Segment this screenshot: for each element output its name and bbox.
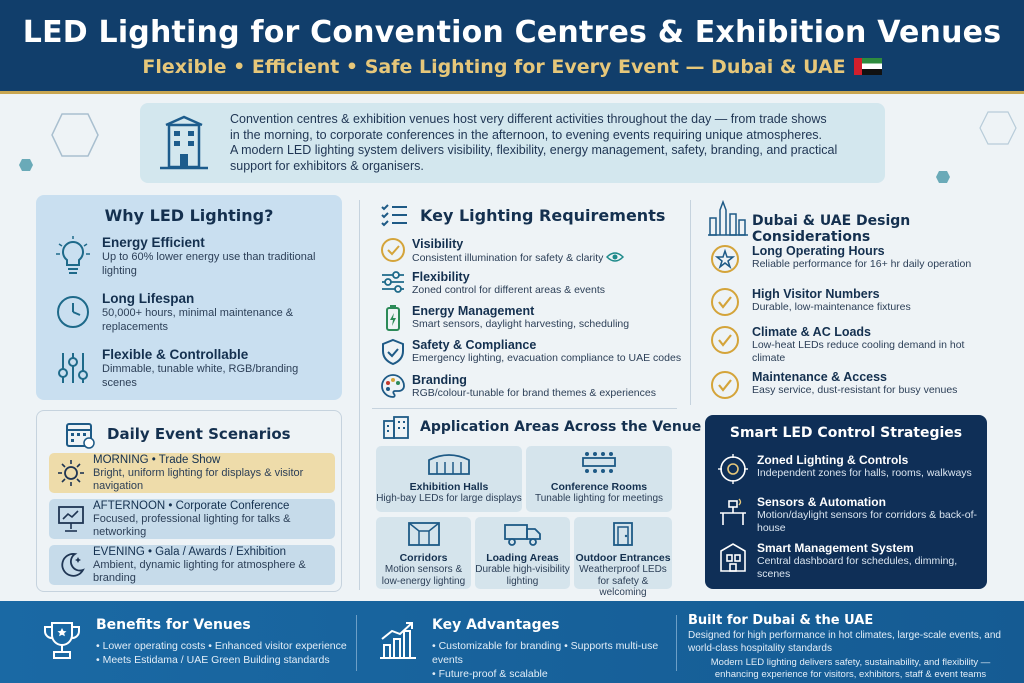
why-item-flexible: Flexible & Controllable Dimmable, tunable white, RGB/branding scenes	[52, 347, 332, 390]
smart-item-zoned: Zoned Lighting & Controls Independent zones for halls, rooms, walkways	[717, 453, 977, 490]
intro-panel	[140, 103, 885, 183]
dubai-item-visitors: High Visitor Numbers Durable, low-maintenance fixtures	[710, 287, 911, 322]
daily-scenarios-title: Daily Event Scenarios	[107, 425, 291, 443]
footer-benefits	[38, 601, 358, 683]
sliders-icon	[52, 347, 94, 389]
advantages-title: Key Advantages	[432, 617, 560, 633]
shield-icon	[380, 338, 412, 371]
conference-table-icon	[577, 450, 621, 476]
moon-icon	[49, 550, 93, 580]
why-item-lifespan: Long Lifespan 50,000+ hours, minimal maintenance & replacements	[52, 291, 332, 334]
area-conference-rooms: Conference Rooms Tunable lighting for meetings	[526, 446, 672, 512]
door-icon	[608, 521, 638, 547]
growth-chart-icon	[378, 619, 418, 661]
daily-scenarios-card	[36, 410, 342, 592]
battery-icon	[380, 304, 412, 337]
hexagon-small-icon	[18, 158, 34, 172]
dubai-skyline-icon	[708, 200, 748, 236]
zone-control-icon	[717, 453, 757, 490]
requirements-title: Key Lighting Requirements	[420, 206, 666, 225]
sun-icon	[49, 458, 93, 488]
page-subtitle-row	[0, 56, 1024, 78]
smart-control-title: Smart LED Control Strategies	[729, 425, 963, 441]
check-circle-icon	[710, 325, 752, 360]
footer-divider	[676, 615, 677, 671]
scenario-evening: EVENING • Gala / Awards / Exhibition Ambient, dynamic lighting for atmosphere & branding	[49, 545, 335, 585]
applications-title: Application Areas Across the Venue	[420, 419, 702, 435]
why-led-card	[36, 195, 342, 400]
dubai-item-climate: Climate & AC Loads Low-heat LEDs reduce cooling demand in hot climate	[710, 325, 967, 365]
area-exhibition-halls: Exhibition Halls High-bay LEDs for large displays	[376, 446, 522, 512]
built-text: Designed for high performance in hot climates, large-scale events, and world-class hospitality standards	[688, 630, 1001, 654]
area-outdoor-entrances: Outdoor Entrances Weatherproof LEDs for safety & welcoming	[574, 517, 672, 589]
lightbulb-icon	[52, 235, 94, 277]
clock-icon	[52, 291, 94, 333]
hexagon-decoration-icon	[50, 112, 100, 158]
built-title: Built for Dubai & the UAE	[688, 613, 874, 628]
footer-advantages	[374, 601, 674, 683]
footer-bar	[0, 601, 1024, 683]
why-item-energy: Energy Efficient Up to 60% lower energy use than traditional lighting	[52, 235, 332, 278]
intro-text: Convention centres & exhibition venues host very different activities throughout the day — from trade shows in the morning, to corporate conferences in the afternoon, to evening events requiring unique atmospheres. A modern LED lighting system delivers visibility, flexibility, energy management, safety, branding, and practical support for exhibitors & organisers.	[230, 112, 838, 173]
area-loading: Loading Areas Durable high-visibility lighting	[475, 517, 570, 589]
star-badge-icon	[710, 244, 752, 279]
hexagon-small-icon	[935, 170, 951, 184]
req-branding: Branding RGB/colour-tunable for brand themes & experiences	[380, 373, 656, 404]
req-safety: Safety & Compliance Emergency lighting, evacuation compliance to UAE codes	[380, 338, 681, 371]
footer-divider	[356, 615, 357, 671]
why-led-title: Why LED Lighting?	[104, 206, 274, 225]
truck-icon	[503, 521, 543, 547]
dubai-item-hours: Long Operating Hours Reliable performance for 16+ hr daily operation	[710, 244, 971, 279]
req-visibility: Visibility Consistent illumination for safety & clarity	[380, 237, 624, 268]
benefits-title: Benefits for Venues	[96, 617, 251, 633]
section-divider	[372, 408, 677, 409]
building-icon	[717, 541, 757, 578]
req-flexibility: Flexibility Zoned control for different areas & events	[380, 270, 605, 299]
smart-item-management: Smart Management System Central dashboard for schedules, dimming, scenes	[717, 541, 977, 580]
area-corridors: Corridors Motion sensors & low-energy lighting	[376, 517, 471, 589]
check-circle-icon	[710, 370, 752, 405]
smart-item-sensors: Sensors & Automation Motion/daylight sensors for corridors & back-of-house	[717, 495, 977, 534]
sliders-icon	[380, 270, 412, 299]
building-icon	[154, 113, 214, 173]
trophy-icon	[42, 619, 82, 663]
presentation-icon	[49, 505, 93, 533]
advantages-text: • Customizable for branding • Supports multi-use events • Future-proof & scalable	[432, 640, 659, 680]
dubai-item-maintenance: Maintenance & Access Easy service, dust-resistant for busy venues	[710, 370, 957, 405]
hall-icon	[427, 450, 471, 476]
scenario-afternoon: AFTERNOON • Corporate Conference Focused, professional lighting for talks & networking	[49, 499, 335, 539]
footer-built	[688, 601, 1018, 683]
check-circle-icon	[710, 287, 752, 322]
uae-flag-icon	[854, 58, 882, 75]
column-divider	[359, 200, 360, 590]
dubai-considerations-title: Dubai & UAE Design Considerations	[752, 213, 911, 245]
smart-control-card	[705, 415, 987, 589]
checklist-icon	[380, 203, 408, 227]
buildings-icon	[382, 415, 410, 439]
hexagon-decoration-icon	[978, 110, 1018, 146]
req-energy: Energy Management Smart sensors, daylight harvesting, scheduling	[380, 304, 629, 337]
benefits-text: • Lower operating costs • Enhanced visitor experience • Meets Estidama / UAE Green Building standards	[96, 640, 347, 666]
eye-icon	[606, 251, 624, 263]
palette-icon	[380, 373, 412, 404]
built-tagline: Modern LED lighting delivers safety, sustainability, and flexibility — enhancing experience for visitors, exhibitors, staff & event teams	[710, 657, 991, 680]
page-subtitle: Flexible • Efficient • Safe Lighting for Every Event — Dubai & UAE	[142, 56, 846, 78]
corridor-icon	[406, 521, 442, 547]
calendar-icon	[65, 419, 95, 449]
column-divider	[690, 200, 691, 405]
check-circle-icon	[380, 237, 412, 268]
page-title: LED Lighting for Convention Centres & Exhibition Venues	[22, 15, 1002, 50]
header-banner	[0, 0, 1024, 94]
scenario-morning: MORNING • Trade Show Bright, uniform lighting for displays & visitor navigation	[49, 453, 335, 493]
sensor-desk-icon	[717, 495, 757, 532]
